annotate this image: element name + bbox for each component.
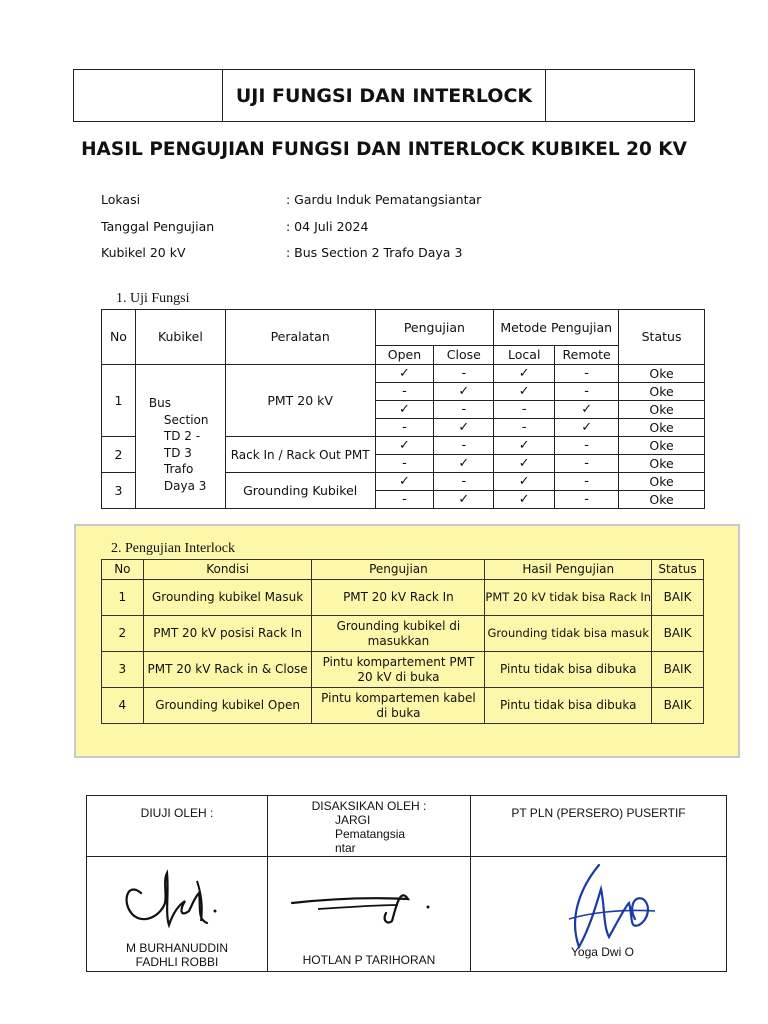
- cell-remote: -: [555, 383, 619, 401]
- section-interlock-title: 2. Pengujian Interlock: [111, 541, 236, 556]
- header-right-cell: [546, 70, 695, 122]
- info-value-tanggal: : 04 Juli 2024: [286, 219, 369, 234]
- cell-local: ✓: [494, 365, 555, 383]
- header-box: [73, 69, 695, 122]
- sign-col2-line: JARGI: [335, 813, 371, 827]
- signer-3-name: Yoga Dwi O: [571, 945, 634, 959]
- cell-open: ✓: [375, 365, 434, 383]
- cell-status: BAIK: [652, 580, 704, 616]
- sign-cell-1: [87, 857, 268, 972]
- sign-cell-2: [268, 857, 471, 972]
- th-status: Status: [652, 560, 704, 580]
- group-peralatan: Grounding Kubikel: [225, 473, 375, 509]
- signer-1-name: [87, 941, 267, 969]
- cell-local: ✓: [494, 491, 555, 509]
- cell-remote: -: [555, 473, 619, 491]
- main-title: HASIL PENGUJIAN FUNGSI DAN INTERLOCK KUBIKEL 20 KV: [81, 139, 687, 160]
- info-label-lokasi: Lokasi: [101, 192, 141, 207]
- cell-open: ✓: [375, 437, 434, 455]
- sign-col1-header: DIUJI OLEH :: [87, 796, 268, 857]
- cell-local: ✓: [494, 455, 555, 473]
- cell-remote: ✓: [555, 419, 619, 437]
- cell-status: Oke: [619, 473, 705, 491]
- cell-close: ✓: [434, 383, 494, 401]
- cell-close: -: [434, 473, 494, 491]
- th-hasil: Hasil Pengujian: [485, 560, 652, 580]
- group-peralatan: Rack In / Rack Out PMT: [225, 437, 375, 473]
- cell-local: -: [494, 401, 555, 419]
- th-kondisi: Kondisi: [143, 560, 312, 580]
- cell-close: ✓: [434, 491, 494, 509]
- interlock-table: [101, 559, 704, 724]
- cell-pengujian: PMT 20 kV Rack In: [312, 580, 485, 616]
- cell-open: -: [375, 455, 434, 473]
- cell-status: BAIK: [652, 688, 704, 724]
- th-kubikel: Kubikel: [135, 310, 225, 365]
- cell-open: -: [375, 419, 434, 437]
- th-pengujian: Pengujian: [312, 560, 485, 580]
- cell-close: -: [434, 365, 494, 383]
- signer-2-name: HOTLAN P TARIHORAN: [302, 953, 436, 967]
- cell-kondisi: PMT 20 kV Rack in & Close: [143, 652, 312, 688]
- group-no: 1: [102, 365, 136, 437]
- info-label-tanggal: Tanggal Pengujian: [101, 219, 215, 234]
- cell-status: Oke: [619, 437, 705, 455]
- cell-close: ✓: [434, 419, 494, 437]
- group-peralatan: PMT 20 kV: [225, 365, 375, 437]
- cell-remote: -: [555, 491, 619, 509]
- cell-no: 1: [102, 580, 144, 616]
- cell-no: 2: [102, 616, 144, 652]
- group-no: 3: [102, 473, 136, 509]
- kubikel-line: TD 3: [163, 445, 192, 460]
- header-title: UJI FUNGSI DAN INTERLOCK: [223, 70, 546, 122]
- cell-hasil: Grounding tidak bisa masuk: [485, 616, 652, 652]
- cell-local: ✓: [494, 473, 555, 491]
- th-no: No: [102, 560, 144, 580]
- cell-remote: -: [555, 437, 619, 455]
- sign-cell-3: [471, 857, 727, 972]
- th-remote: Remote: [555, 346, 619, 365]
- kubikel-line: Bus: [148, 396, 172, 410]
- cell-kondisi: PMT 20 kV posisi Rack In: [143, 616, 312, 652]
- sign-col3-header: PT PLN (PERSERO) PUSERTIF: [471, 796, 727, 857]
- cell-remote: ✓: [555, 401, 619, 419]
- th-pengujian: Pengujian: [375, 310, 494, 346]
- cell-local: ✓: [494, 437, 555, 455]
- cell-status: Oke: [619, 401, 705, 419]
- sign-col2-header-cell: [268, 796, 471, 857]
- signer-1-name-line: FADHLI ROBBI: [135, 955, 219, 969]
- cell-status: Oke: [619, 419, 705, 437]
- cell-status: Oke: [619, 455, 705, 473]
- kubikel-line: TD 2 -: [163, 429, 201, 443]
- sign-col2-line: ntar: [335, 841, 356, 855]
- cell-kondisi: Grounding kubikel Masuk: [143, 580, 312, 616]
- cell-kondisi: Grounding kubikel Open: [143, 688, 312, 724]
- signer-1-name-line: M BURHANUDDIN: [126, 941, 228, 955]
- cell-local: ✓: [494, 383, 555, 401]
- header-left-cell: [74, 70, 223, 122]
- section-uji-fungsi-title: 1. Uji Fungsi: [116, 291, 190, 306]
- cell-status: Oke: [619, 365, 705, 383]
- kubikel-cell: [135, 365, 225, 509]
- kubikel-line: Daya 3: [163, 478, 207, 493]
- cell-hasil: Pintu tidak bisa dibuka: [485, 688, 652, 724]
- th-open: Open: [375, 346, 434, 365]
- cell-no: 3: [102, 652, 144, 688]
- cell-pengujian: Pintu kompartemen kabel di buka: [312, 688, 485, 724]
- th-metode: Metode Pengujian: [494, 310, 619, 346]
- cell-open: ✓: [375, 401, 434, 419]
- sign-col2-line: Pematangsia: [335, 827, 406, 841]
- cell-hasil: Pintu tidak bisa dibuka: [485, 652, 652, 688]
- cell-open: -: [375, 383, 434, 401]
- th-local: Local: [494, 346, 555, 365]
- cell-hasil: PMT 20 kV tidak bisa Rack In: [485, 580, 652, 616]
- th-status: Status: [619, 310, 705, 365]
- info-label-kubikel: Kubikel 20 kV: [101, 245, 186, 260]
- signature-2-image: [288, 877, 448, 927]
- cell-no: 4: [102, 688, 144, 724]
- cell-status: Oke: [619, 491, 705, 509]
- cell-status: BAIK: [652, 652, 704, 688]
- info-value-lokasi: : Gardu Induk Pematangsiantar: [286, 192, 482, 207]
- th-no: No: [102, 310, 136, 365]
- cell-remote: -: [555, 365, 619, 383]
- cell-close: -: [434, 437, 494, 455]
- kubikel-line: Section: [163, 412, 209, 427]
- info-value-kubikel: : Bus Section 2 Trafo Daya 3: [286, 245, 463, 260]
- cell-open: ✓: [375, 473, 434, 491]
- cell-status: Oke: [619, 383, 705, 401]
- cell-open: -: [375, 491, 434, 509]
- group-no: 2: [102, 437, 136, 473]
- signature-3-image: [559, 859, 669, 959]
- th-close: Close: [434, 346, 494, 365]
- cell-pengujian: Pintu kompartement PMT 20 kV di buka: [312, 652, 485, 688]
- cell-local: -: [494, 419, 555, 437]
- signature-1-image: [119, 863, 229, 933]
- signature-table: [86, 795, 727, 972]
- kubikel-line: Trafo: [163, 462, 194, 476]
- cell-close: ✓: [434, 455, 494, 473]
- cell-close: -: [434, 401, 494, 419]
- th-peralatan: Peralatan: [225, 310, 375, 365]
- cell-pengujian: Grounding kubikel di masukkan: [312, 616, 485, 652]
- uji-fungsi-table: [101, 309, 705, 509]
- cell-remote: -: [555, 455, 619, 473]
- cell-status: BAIK: [652, 616, 704, 652]
- sign-col2-header: DISAKSIKAN OLEH :: [311, 799, 427, 813]
